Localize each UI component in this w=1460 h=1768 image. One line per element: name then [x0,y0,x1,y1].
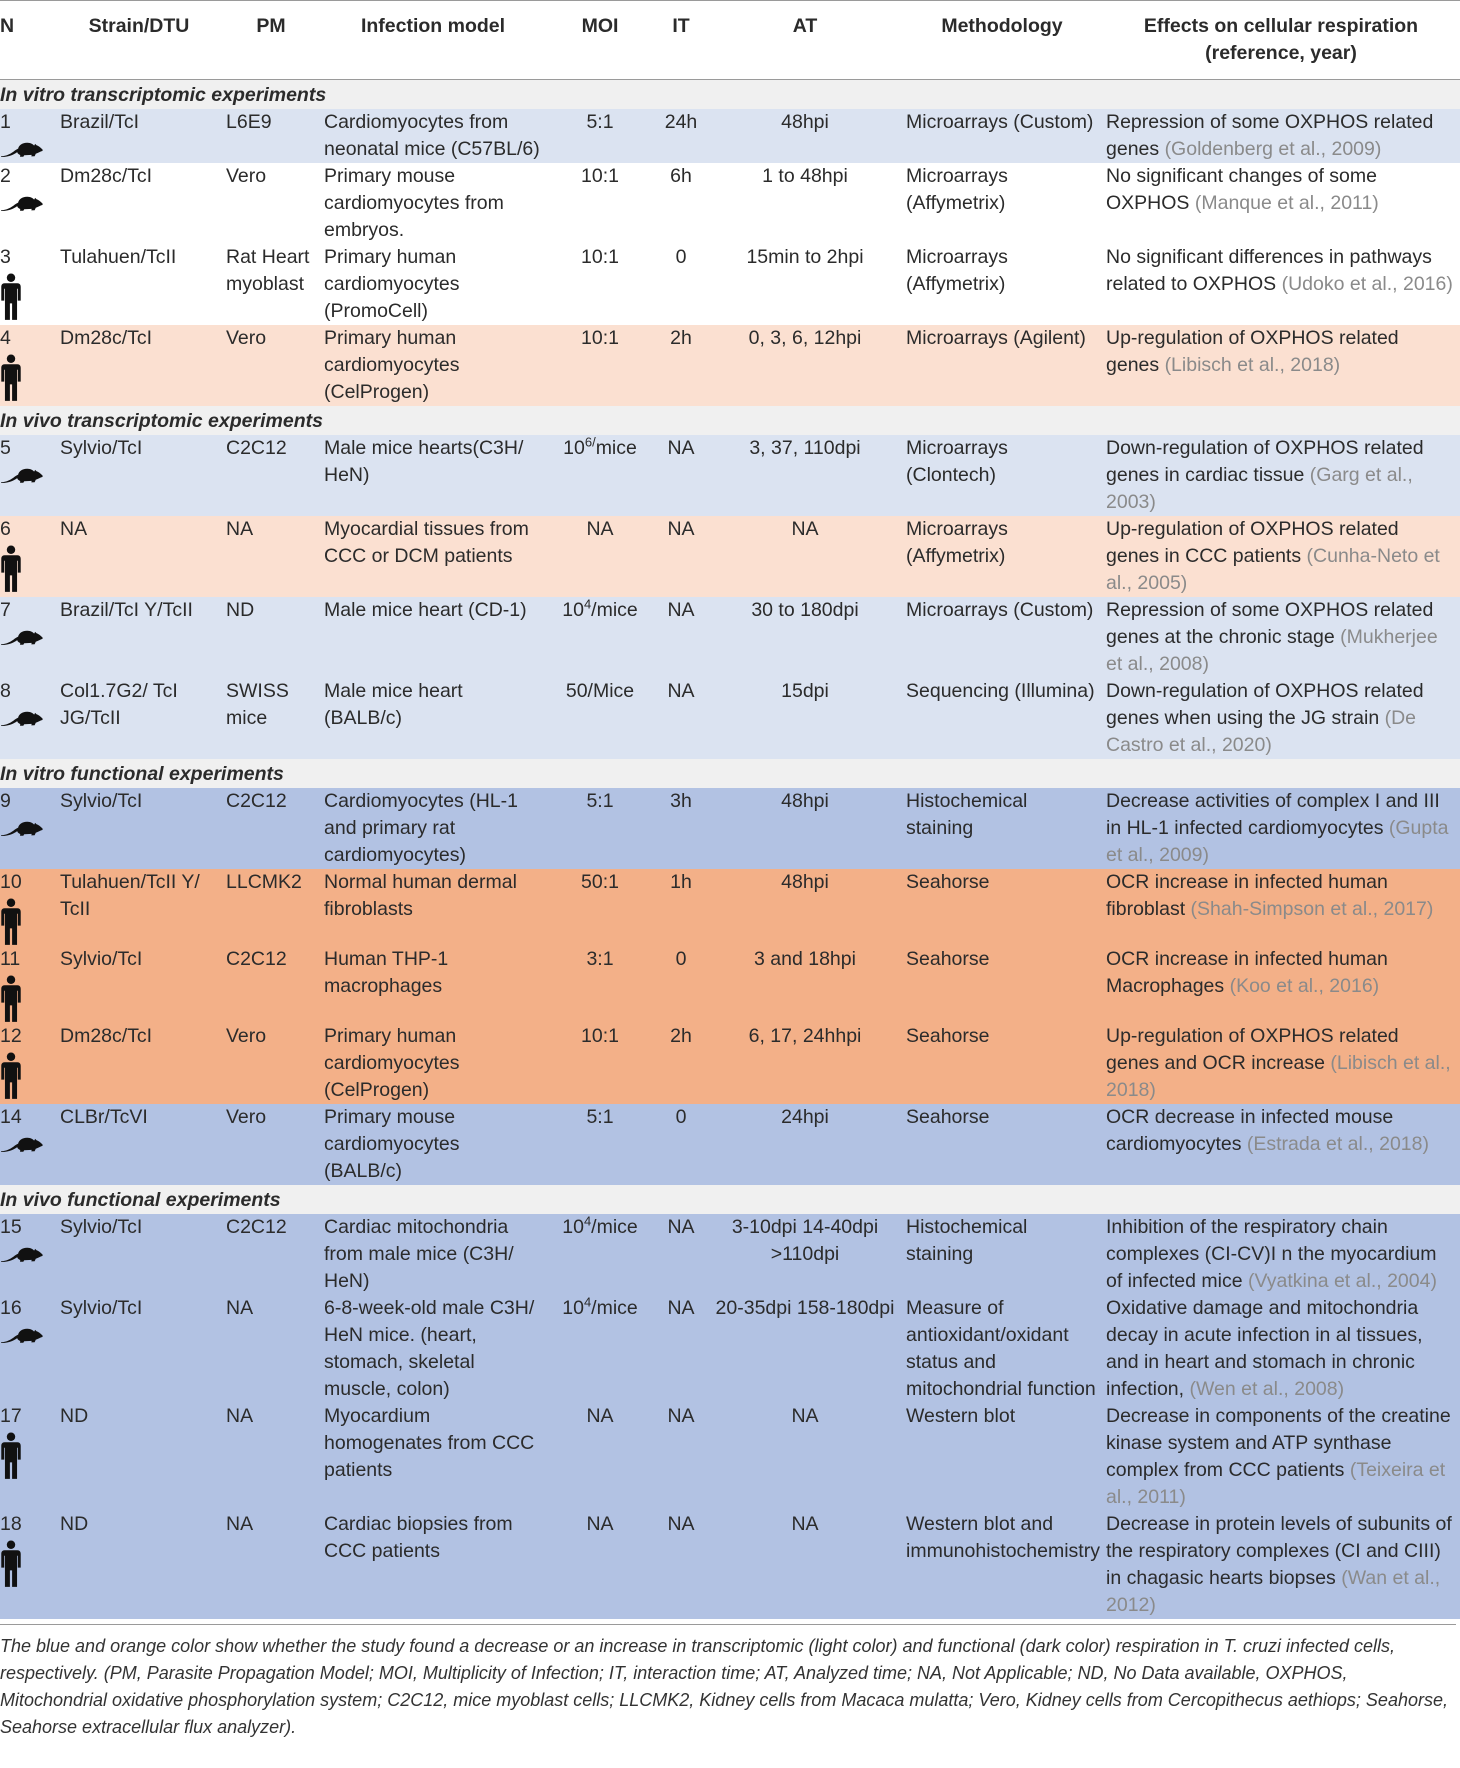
row-number: 12 [0,1025,22,1047]
infection-model-cell: Male mice hearts(C3H/ HeN) [320,435,546,516]
moi-value: 3:1 [586,948,614,970]
effect-text: No significant changes of some OXPHOS [1106,165,1377,214]
moi-value: NA [586,1513,614,1535]
row-number-cell [0,325,56,406]
header-strain: Strain/DTU [56,1,222,80]
strain-cell: ND [56,1403,222,1511]
human-icon [0,1052,22,1100]
effect-text: Decrease in protein levels of subunits of the respiratory complexes (CI and CIII) in chagasic hearts biopses [1106,1513,1452,1589]
mouse-icon [0,138,44,158]
header-methodology: Methodology [902,1,1102,80]
infection-model-cell: Human THP-1 macrophages [320,946,546,1023]
methodology-cell: Seahorse [902,946,1102,1023]
row-number: 16 [0,1297,22,1319]
row-number: 18 [0,1513,22,1535]
effect-text: Up-regulation of OXPHOS related genes [1106,327,1399,376]
reference-link[interactable]: (Cunha-Neto et al., 2005) [1106,545,1440,594]
effects-cell [1102,163,1460,244]
section-row [0,406,1460,435]
section-title: In vitro functional experiments [0,759,1460,788]
it-cell: NA [654,1511,708,1619]
row-number-cell [0,788,56,869]
effects-cell [1102,597,1460,678]
row-number-cell [0,869,56,946]
moi-cell [546,597,654,678]
table-row [0,244,1460,325]
effect-text: Decrease activities of complex I and III in HL-1 infected cardiomyocytes [1106,790,1440,839]
moi-value: 10:1 [581,1025,619,1047]
moi-cell [546,1295,654,1403]
human-icon [0,1432,22,1480]
pm-cell: NA [222,1403,320,1511]
row-number: 2 [0,165,11,187]
effects-cell [1102,869,1460,946]
methodology-cell: Microarrays (Custom) [902,109,1102,163]
strain-cell: Sylvio/TcI [56,435,222,516]
pm-cell: Vero [222,1104,320,1185]
at-cell: 48hpi [708,109,902,163]
row-number-cell [0,516,56,597]
effect-text: Repression of some OXPHOS related genes at the chronic stage [1106,599,1434,648]
strain-cell: Brazil/TcI Y/TcII [56,597,222,678]
row-number-cell [0,1295,56,1403]
reference-link[interactable]: (Libisch et al., 2018) [1106,1052,1451,1101]
mouse-icon [0,1243,44,1263]
at-cell: 48hpi [708,788,902,869]
effects-cell [1102,946,1460,1023]
moi-suffix: /mice [591,1216,638,1238]
it-cell: 1h [654,869,708,946]
infection-model-cell: Cardiac biopsies from CCC patients [320,1511,546,1619]
row-number-cell [0,1104,56,1185]
table-row [0,1295,1460,1403]
effect-text: Down-regulation of OXPHOS related genes when using the JG strain [1106,680,1424,729]
methodology-cell: Western blot [902,1403,1102,1511]
strain-cell: Tulahuen/TcII [56,244,222,325]
at-cell: 3 and 18hpi [708,946,902,1023]
infection-model-cell: Male mice heart (CD-1) [320,597,546,678]
effect-text: Inhibition of the respiratory chain complexes (CI-CV)I n the myocardium of infected mice [1106,1216,1437,1292]
moi-cell [546,1023,654,1104]
reference-link[interactable]: (Shah-Simpson et al., 2017) [1190,898,1434,920]
methodology-cell: Western blot and immunohistochemistry [902,1511,1102,1619]
at-cell: 3-10dpi 14-40dpi >110dpi [708,1214,902,1295]
at-cell: NA [708,516,902,597]
moi-value: NA [586,1405,614,1427]
row-number-cell [0,163,56,244]
infection-model-cell: Primary human cardiomyocytes (CelProgen) [320,1023,546,1104]
table-row [0,1511,1460,1619]
human-icon [0,545,22,593]
it-cell: 0 [654,244,708,325]
human-icon [0,975,22,1023]
moi-cell [546,1104,654,1185]
it-cell: 3h [654,788,708,869]
row-number: 7 [0,599,11,621]
moi-cell [546,516,654,597]
table-row [0,435,1460,516]
strain-cell: ND [56,1511,222,1619]
moi-cell [546,869,654,946]
effects-cell [1102,1214,1460,1295]
moi-cell [546,325,654,406]
it-cell: NA [654,516,708,597]
human-icon [0,1540,22,1588]
moi-value: 5:1 [586,111,614,133]
mouse-icon [0,1133,44,1153]
table-row [0,1403,1460,1511]
methodology-cell: Histochemical staining [902,788,1102,869]
pm-cell: NA [222,1295,320,1403]
it-cell: 0 [654,1104,708,1185]
pm-cell: Rat Heart myoblast [222,244,320,325]
it-cell: NA [654,597,708,678]
moi-cell [546,1511,654,1619]
infection-model-cell: Male mice heart (BALB/c) [320,678,546,759]
effects-cell [1102,1104,1460,1185]
row-number-cell [0,1403,56,1511]
effects-cell [1102,109,1460,163]
it-cell: NA [654,678,708,759]
reference-link[interactable]: (Koo et al., 2016) [1229,975,1380,997]
at-cell: 30 to 180dpi [708,597,902,678]
effect-text: No significant differences in pathways related to OXPHOS [1106,246,1432,295]
infection-model-cell: Myocardial tissues from CCC or DCM patients [320,516,546,597]
moi-value: 5:1 [586,790,614,812]
effect-text: OCR increase in infected human Macrophages [1106,948,1388,997]
effects-cell [1102,788,1460,869]
methodology-cell: Microarrays (Custom) [902,597,1102,678]
it-cell: 2h [654,325,708,406]
row-number: 3 [0,246,11,268]
header-n: N [0,1,56,80]
it-cell: 24h [654,109,708,163]
it-cell: 0 [654,946,708,1023]
at-cell: NA [708,1511,902,1619]
strain-cell: Sylvio/TcI [56,1295,222,1403]
row-number: 14 [0,1106,22,1128]
reference-link[interactable]: (Garg et al., 2003) [1106,464,1413,513]
effect-text: Repression of some OXPHOS related genes [1106,111,1434,160]
reference-link[interactable]: (Goldenberg et al., 2009) [1164,138,1382,160]
section-row [0,80,1460,110]
row-number: 9 [0,790,11,812]
at-cell: 48hpi [708,869,902,946]
strain-cell: Dm28c/TcI [56,325,222,406]
pm-cell: L6E9 [222,109,320,163]
human-icon [0,354,22,402]
infection-model-cell: Normal human dermal fibroblasts [320,869,546,946]
effect-text: OCR increase in infected human fibroblast [1106,871,1388,920]
reference-link[interactable]: (Wan et al., 2012) [1106,1567,1441,1616]
methodology-cell: Seahorse [902,1104,1102,1185]
row-number-cell [0,1023,56,1104]
moi-suffix: /mice [591,1297,638,1319]
strain-cell: Dm28c/TcI [56,163,222,244]
at-cell: 15dpi [708,678,902,759]
moi-suffix: /mice [591,599,638,621]
pm-cell: NA [222,1511,320,1619]
pm-cell: C2C12 [222,946,320,1023]
mouse-icon [0,464,44,484]
methodology-cell: Microarrays (Agilent) [902,325,1102,406]
pm-cell: Vero [222,325,320,406]
it-cell: NA [654,1214,708,1295]
methodology-cell: Seahorse [902,1023,1102,1104]
methodology-cell: Seahorse [902,869,1102,946]
table-row [0,516,1460,597]
strain-cell: Sylvio/TcI [56,946,222,1023]
infection-model-cell: Primary human cardiomyocytes (CelProgen) [320,325,546,406]
reference-link[interactable]: (Teixeira et al., 2011) [1106,1459,1446,1508]
moi-cell [546,946,654,1023]
moi-exponent: 4 [583,597,592,612]
row-number: 6 [0,518,11,540]
moi-value: 10:1 [581,327,619,349]
moi-cell [546,788,654,869]
methodology-cell: Measure of antioxidant/oxidant status and mitochondrial function [902,1295,1102,1403]
mouse-icon [0,626,44,646]
section-title: In vitro transcriptomic experiments [0,80,1460,110]
strain-cell: Sylvio/TcI [56,788,222,869]
mouse-icon [0,1324,44,1344]
effect-text: Down-regulation of OXPHOS related genes in cardiac tissue [1106,437,1424,486]
it-cell: 2h [654,1023,708,1104]
infection-model-cell: Primary mouse cardiomyocytes from embryos. [320,163,546,244]
pm-cell: SWISS mice [222,678,320,759]
effects-cell [1102,325,1460,406]
row-number: 5 [0,437,11,459]
effect-text: Up-regulation of OXPHOS related genes and OCR increase [1106,1025,1399,1074]
it-cell: NA [654,435,708,516]
section-title: In vivo transcriptomic experiments [0,406,1460,435]
pm-cell: LLCMK2 [222,869,320,946]
at-cell: 20-35dpi 158-180dpi [708,1295,902,1403]
it-cell: 6h [654,163,708,244]
row-number: 1 [0,111,11,133]
row-number: 4 [0,327,11,349]
table-row [0,788,1460,869]
table-row [0,163,1460,244]
row-number: 8 [0,680,11,702]
moi-value: 10 [563,437,585,459]
table-row [0,109,1460,163]
infection-model-cell: Cardiomyocytes (HL-1 and primary rat cardiomyocytes) [320,788,546,869]
row-number-cell [0,435,56,516]
effect-text: Oxidative damage and mitochondria decay in acute infection in al tissues, and in heart and stomach in chronic infection, [1106,1297,1423,1400]
methodology-cell: Sequencing (Illumina) [902,678,1102,759]
section-row [0,759,1460,788]
header-at: AT [708,1,902,80]
table-row [0,1023,1460,1104]
at-cell: 3, 37, 110dpi [708,435,902,516]
infection-model-cell: Cardiac mitochondria from male mice (C3H/ HeN) [320,1214,546,1295]
moi-value: NA [586,518,614,540]
strain-cell: Tulahuen/TcII Y/ TcII [56,869,222,946]
table-row [0,325,1460,406]
reference-link[interactable]: (Udoko et al., 2016) [1281,273,1453,295]
effects-cell [1102,678,1460,759]
moi-value: 10:1 [581,165,619,187]
at-cell: 1 to 48hpi [708,163,902,244]
strain-cell: Col1.7G2/ TcI JG/TcII [56,678,222,759]
pm-cell: Vero [222,163,320,244]
reference-link[interactable]: (Manque et al., 2011) [1194,192,1379,214]
moi-value: 50/Mice [565,680,635,702]
table-row [0,1214,1460,1295]
strain-cell: CLBr/TcVI [56,1104,222,1185]
row-number-cell [0,946,56,1023]
table-caption: The blue and orange color show whether the study found a decrease or an increase in transcriptomic (light color) and functional (dark color) respiration in T. cruzi infected cells, respectively. (PM, Parasite Propagation Model; MOI, Multiplicity of Infection; IT, interaction time; AT, Analyzed time; NA, Not Applicable; ND, No Data available, OXPHOS, Mitochondrial oxidative phosphorylation system; C2C12, mice myoblast cells; LLCMK2, Kidney cells from Macaca mulatta; Vero, Kidney cells from Cercopithecus aethiops; Seahorse, Seahorse extracellular flux analyzer). [0,1624,1456,1741]
reference-link[interactable]: (Wen et al., 2008) [1189,1378,1345,1400]
infection-model-cell: 6-8-week-old male C3H/ HeN mice. (heart, stomach, skeletal muscle, colon) [320,1295,546,1403]
effects-cell [1102,435,1460,516]
effect-text: OCR decrease in infected mouse cardiomyocytes [1106,1106,1394,1155]
moi-value: 10 [562,1297,584,1319]
moi-value: 10:1 [581,246,619,268]
moi-cell [546,1214,654,1295]
infection-model-cell: Primary mouse cardiomyocytes (BALB/c) [320,1104,546,1185]
mouse-icon [0,192,44,212]
mouse-icon [0,707,44,727]
moi-suffix: mice [595,437,637,459]
pm-cell: ND [222,597,320,678]
reference-link[interactable]: (Libisch et al., 2018) [1164,354,1341,376]
table-row [0,678,1460,759]
effect-text: Up-regulation of OXPHOS related genes in CCC patients [1106,518,1399,567]
header-pm: PM [222,1,320,80]
moi-cell [546,244,654,325]
effects-cell [1102,244,1460,325]
moi-value: 10 [562,1216,584,1238]
header-row [0,1,1460,80]
row-number: 10 [0,871,22,893]
pm-cell: C2C12 [222,788,320,869]
section-row [0,1185,1460,1214]
effects-cell [1102,1403,1460,1511]
effects-cell [1102,1023,1460,1104]
pm-cell: C2C12 [222,1214,320,1295]
at-cell: NA [708,1403,902,1511]
infection-model-cell: Myocardium homogenates from CCC patients [320,1403,546,1511]
at-cell: 15min to 2hpi [708,244,902,325]
methodology-cell: Microarrays (Affymetrix) [902,163,1102,244]
human-icon [0,273,22,321]
row-number: 11 [0,948,21,970]
table-row [0,946,1460,1023]
methodology-cell: Microarrays (Affymetrix) [902,516,1102,597]
effects-cell [1102,516,1460,597]
row-number-cell [0,678,56,759]
moi-cell [546,109,654,163]
strain-cell: Sylvio/TcI [56,1214,222,1295]
effect-text: Decrease in components of the creatine kinase system and ATP synthase complex from CCC patients [1106,1405,1451,1481]
row-number-cell [0,1214,56,1295]
methodology-cell: Microarrays (Clontech) [902,435,1102,516]
at-cell: 6, 17, 24hhpi [708,1023,902,1104]
pm-cell: NA [222,516,320,597]
moi-cell [546,435,654,516]
strain-cell: NA [56,516,222,597]
reference-link[interactable]: (Mukherjee et al., 2008) [1106,626,1438,675]
row-number: 15 [0,1216,22,1238]
header-effects: Effects on cellular respiration (reference, year) [1102,1,1460,80]
human-icon [0,898,22,946]
header-infection-model: Infection model [320,1,546,80]
section-title: In vivo functional experiments [0,1185,1460,1214]
pm-cell: Vero [222,1023,320,1104]
moi-value: 5:1 [586,1106,614,1128]
row-number-cell [0,244,56,325]
moi-value: 10 [562,599,584,621]
at-cell: 0, 3, 6, 12hpi [708,325,902,406]
strain-cell: Brazil/TcI [56,109,222,163]
reference-link[interactable]: (Vyatkina et al., 2004) [1247,1270,1437,1292]
row-number-cell [0,109,56,163]
pm-cell: C2C12 [222,435,320,516]
row-number: 17 [0,1405,22,1427]
moi-exponent: 4 [583,1214,592,1229]
moi-cell [546,163,654,244]
row-number-cell [0,597,56,678]
header-moi: MOI [546,1,654,80]
moi-exponent: 4 [583,1295,592,1310]
moi-cell [546,1403,654,1511]
moi-cell [546,678,654,759]
reference-link[interactable]: (De Castro et al., 2020) [1106,707,1417,756]
infection-model-cell: Primary human cardiomyocytes (PromoCell) [320,244,546,325]
effects-cell [1102,1295,1460,1403]
table-row [0,869,1460,946]
it-cell: NA [654,1403,708,1511]
methodology-cell: Microarrays (Affymetrix) [902,244,1102,325]
reference-link[interactable]: (Gupta et al., 2009) [1106,817,1449,866]
mouse-icon [0,817,44,837]
moi-exponent: 6/ [584,435,596,450]
header-it: IT [654,1,708,80]
row-number-cell [0,1511,56,1619]
effects-cell [1102,1511,1460,1619]
methodology-cell: Histochemical staining [902,1214,1102,1295]
infection-model-cell: Cardiomyocytes from neonatal mice (C57BL/6) [320,109,546,163]
it-cell: NA [654,1295,708,1403]
reference-link[interactable]: (Estrada et al., 2018) [1246,1133,1429,1155]
table-body [0,80,1460,1620]
strain-cell: Dm28c/TcI [56,1023,222,1104]
table-row [0,1104,1460,1185]
at-cell: 24hpi [708,1104,902,1185]
moi-value: 50:1 [581,871,619,893]
table-row [0,597,1460,678]
